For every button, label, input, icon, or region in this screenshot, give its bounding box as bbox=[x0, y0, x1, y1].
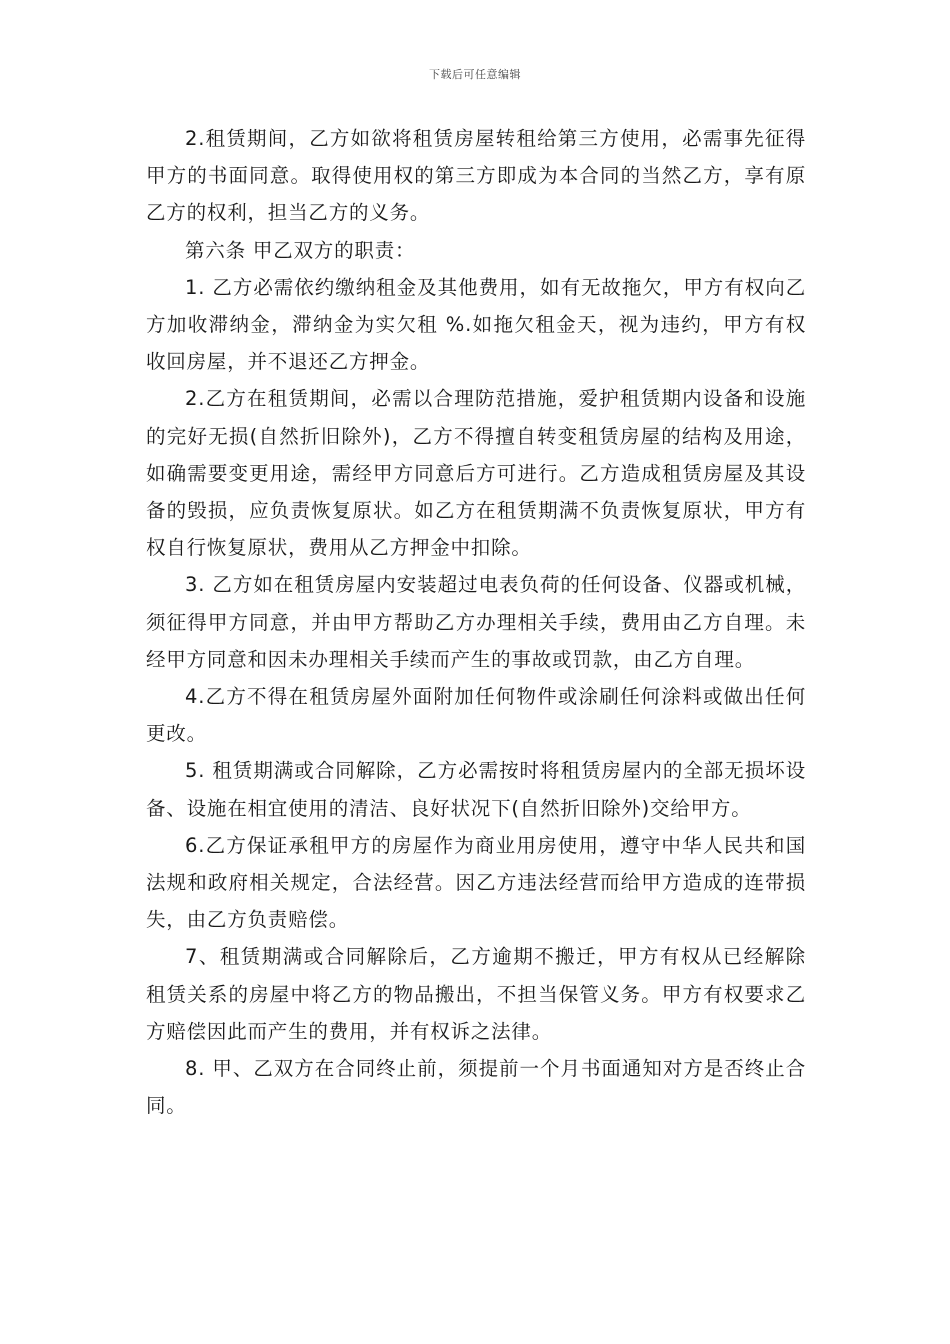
paragraph-sublet: 2.租赁期间，乙方如欲将租赁房屋转租给第三方使用，必需事先征得甲方的书面同意。取得使用权的第三方即成为本合同的当然乙方，享有原乙方的权利，担当乙方的义务。 bbox=[146, 127, 806, 225]
paragraph-commercial-use: 6.乙方保证承租甲方的房屋作为商业用房使用，遵守中华人民共和国法规和政府相关规定，合法经营。因乙方违法经营而给甲方造成的连带损失，由乙方负责赔偿。 bbox=[146, 833, 806, 932]
paragraph-termination-notice: 8. 甲、乙双方在合同终止前，须提前一个月书面通知对方是否终止合同。 bbox=[146, 1057, 806, 1118]
paragraph-facility-care: 2.乙方在租赁期间，必需以合理防范措施，爱护租赁期内设备和设施的完好无损(自然折旧除外)，乙方不得擅自转变租赁房屋的结构及用途，如确需要变更用途，需经甲方同意后方可进行。乙方造成租赁房屋及其设备的毁损，应负责恢复原状。如乙方在租赁期满不负责恢复原状，甲方有权自行恢复原状，费用从乙方押金中扣除。 bbox=[146, 387, 806, 560]
paragraph-overdue-vacate: 7、租赁期满或合同解除后，乙方逾期不搬迁，甲方有权从已经解除租赁关系的房屋中将乙方的物品搬出，不担当保管义务。甲方有权要求乙方赔偿因此而产生的费用，并有权诉之法律。 bbox=[146, 945, 806, 1043]
paragraph-exterior-changes: 4.乙方不得在租赁房屋外面附加任何物件或涂刷任何涂料或做出任何更改。 bbox=[146, 685, 806, 746]
header-note: 下载后可任意编辑 bbox=[429, 68, 521, 81]
section-heading-article-6: 第六条 甲乙双方的职责： bbox=[185, 238, 416, 262]
paragraph-electric-load: 3. 乙方如在租赁房屋内安装超过电表负荷的任何设备、仪器或机械，须征得甲方同意，并由甲方帮助乙方办理相关手续，费用由乙方自理。未经甲方同意和因未办理相关手续而产生的事故或罚款，由乙方自理。 bbox=[146, 573, 806, 671]
paragraph-rent-payment: 1. 乙方必需依约缴纳租金及其他费用，如有无故拖欠，甲方有权向乙方加收滞纳金，滞纳金为实欠租 %.如拖欠租金天，视为违约，甲方有权收回房屋，并不退还乙方押金。 bbox=[146, 275, 806, 374]
paragraph-return-premises: 5. 租赁期满或合同解除，乙方必需按时将租赁房屋内的全部无损坏设备、设施在相宜使用的清洁、良好状况下(自然折旧除外)交给甲方。 bbox=[146, 759, 806, 820]
document-body bbox=[146, 120, 806, 1124]
